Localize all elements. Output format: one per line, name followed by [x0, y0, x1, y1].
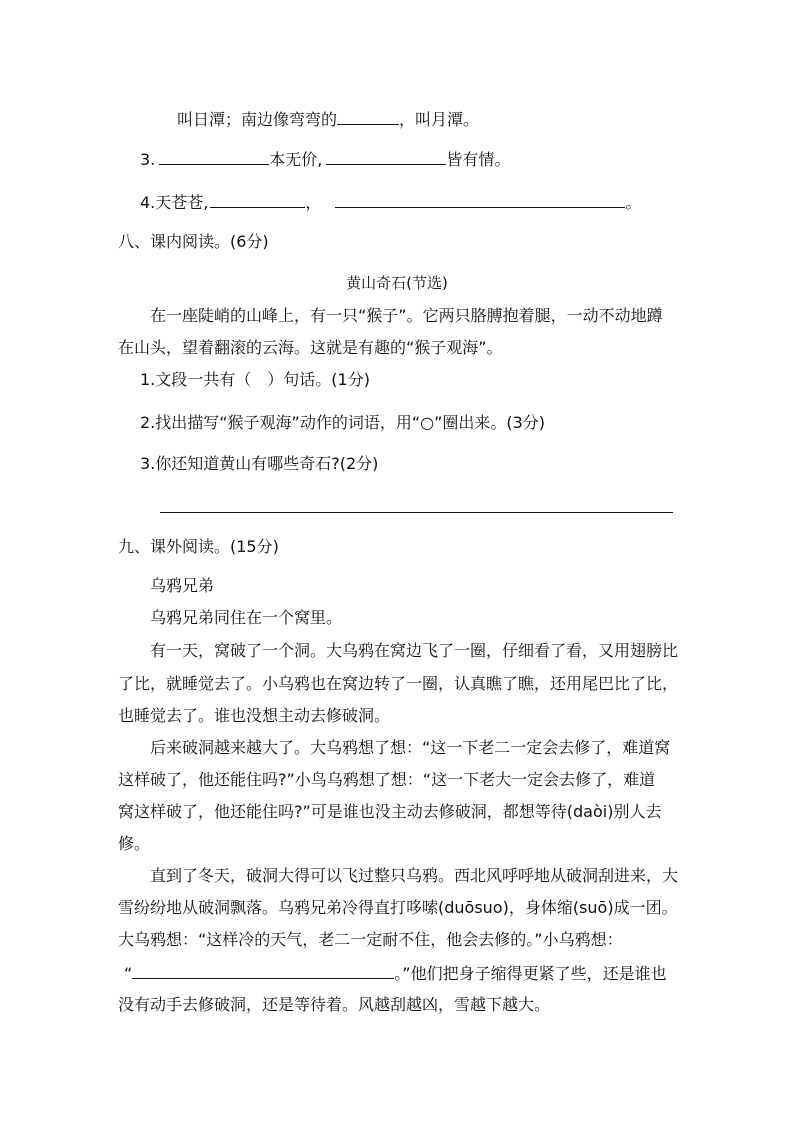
open-quote: “ — [124, 964, 133, 983]
story-line: 大乌鸦想：“这样冷的天气，老二一定耐不住，他会去修的。”小乌鸦想： — [118, 930, 623, 949]
question-1: 1.文段一共有（ ）句话。(1分) — [140, 370, 370, 389]
story-line: 这样破了，他还能住吗?”小鸟乌鸦想了想：“这一下老大一定会去修了，难道 — [118, 770, 656, 789]
passage-line-2: 在山头，望着翻滚的云海。这就是有趣的“猴子观海”。 — [118, 338, 503, 357]
story-line-with-blank — [124, 960, 667, 986]
question-3: 3.你还知道黄山有哪些奇石?(2分) — [140, 454, 379, 473]
story-line-rest: 。”他们把身子缩得更紧了些，还是谁也 — [394, 964, 667, 983]
story-line: 窝这样破了，他还能住吗?”可是谁也没主动去修破洞，都想等待(daòi)别人去 — [118, 802, 662, 821]
answer-blank[interactable] — [326, 146, 446, 165]
story-line: 修。 — [118, 834, 151, 853]
item4-comma: ， — [305, 193, 322, 212]
item3-end-text: 皆有情。 — [446, 150, 511, 169]
q7-item-4 — [140, 189, 641, 215]
answer-blank[interactable] — [159, 146, 269, 165]
answer-blank[interactable] — [335, 189, 625, 208]
passage-line-1: 在一座陡峭的山峰上，有一只“猴子”。它两只胳膊抱着腿，一动不动地蹲 — [150, 306, 663, 325]
item-number: 3. — [140, 150, 156, 169]
story-title: 乌鸦兄弟 — [150, 576, 215, 595]
story-line: 了比，就睡觉去了。小乌鸦也在窝边转了一圈，认真瞧了瞧，还用尾巴比了比， — [118, 674, 679, 693]
item4-text-a: 4.天苍苍, — [140, 193, 209, 212]
item3-mid-text: 本无价, — [269, 150, 323, 169]
answer-blank[interactable] — [132, 960, 394, 979]
story-line: 直到了冬天，破洞大得可以飞过整只乌鸦。西北风呼呼地从破洞刮进来，大 — [150, 866, 679, 885]
passage-title: 黄山奇石(节选) — [346, 274, 448, 292]
question-2: 2.找出描写“猴子观海”动作的词语，用“○”圈出来。(3分) — [140, 413, 546, 432]
story-line: 乌鸦兄弟同住在一个窝里。 — [150, 608, 343, 627]
story-line: 有一天，窝破了一个洞。大乌鸦在窝边飞了一圈，仔细看了看，又用翅膀比 — [150, 641, 679, 660]
story-line: 后来破洞越来越大了。大乌鸦想了想：“这一下老二一定会去修了，难道窝 — [150, 738, 671, 757]
q7-item-3 — [140, 146, 510, 172]
story-line: 也睡觉去了。谁也没想主动去修破洞。 — [118, 706, 391, 725]
q7-line2-text-a: 叫日潭；南边像弯弯的 — [177, 110, 338, 129]
section-8-heading: 八、课内阅读。(6分) — [118, 232, 269, 251]
answer-blank[interactable] — [337, 106, 399, 125]
section-9-heading: 九、课外阅读。(15分) — [118, 537, 279, 556]
story-line: 没有动手去修破洞，还是等待着。风越刮越凶，雪越下越大。 — [118, 995, 551, 1014]
q7-line-2 — [177, 106, 479, 132]
q7-line2-text-b: ，叫月潭。 — [399, 110, 480, 129]
answer-line[interactable] — [160, 512, 673, 513]
answer-blank[interactable] — [210, 189, 305, 208]
story-line: 雪纷纷地从破洞飘落。乌鸦兄弟冷得直打哆嗦(duōsuo)，身体缩(suō)成一团。 — [118, 898, 678, 917]
item4-end: 。 — [625, 193, 642, 212]
